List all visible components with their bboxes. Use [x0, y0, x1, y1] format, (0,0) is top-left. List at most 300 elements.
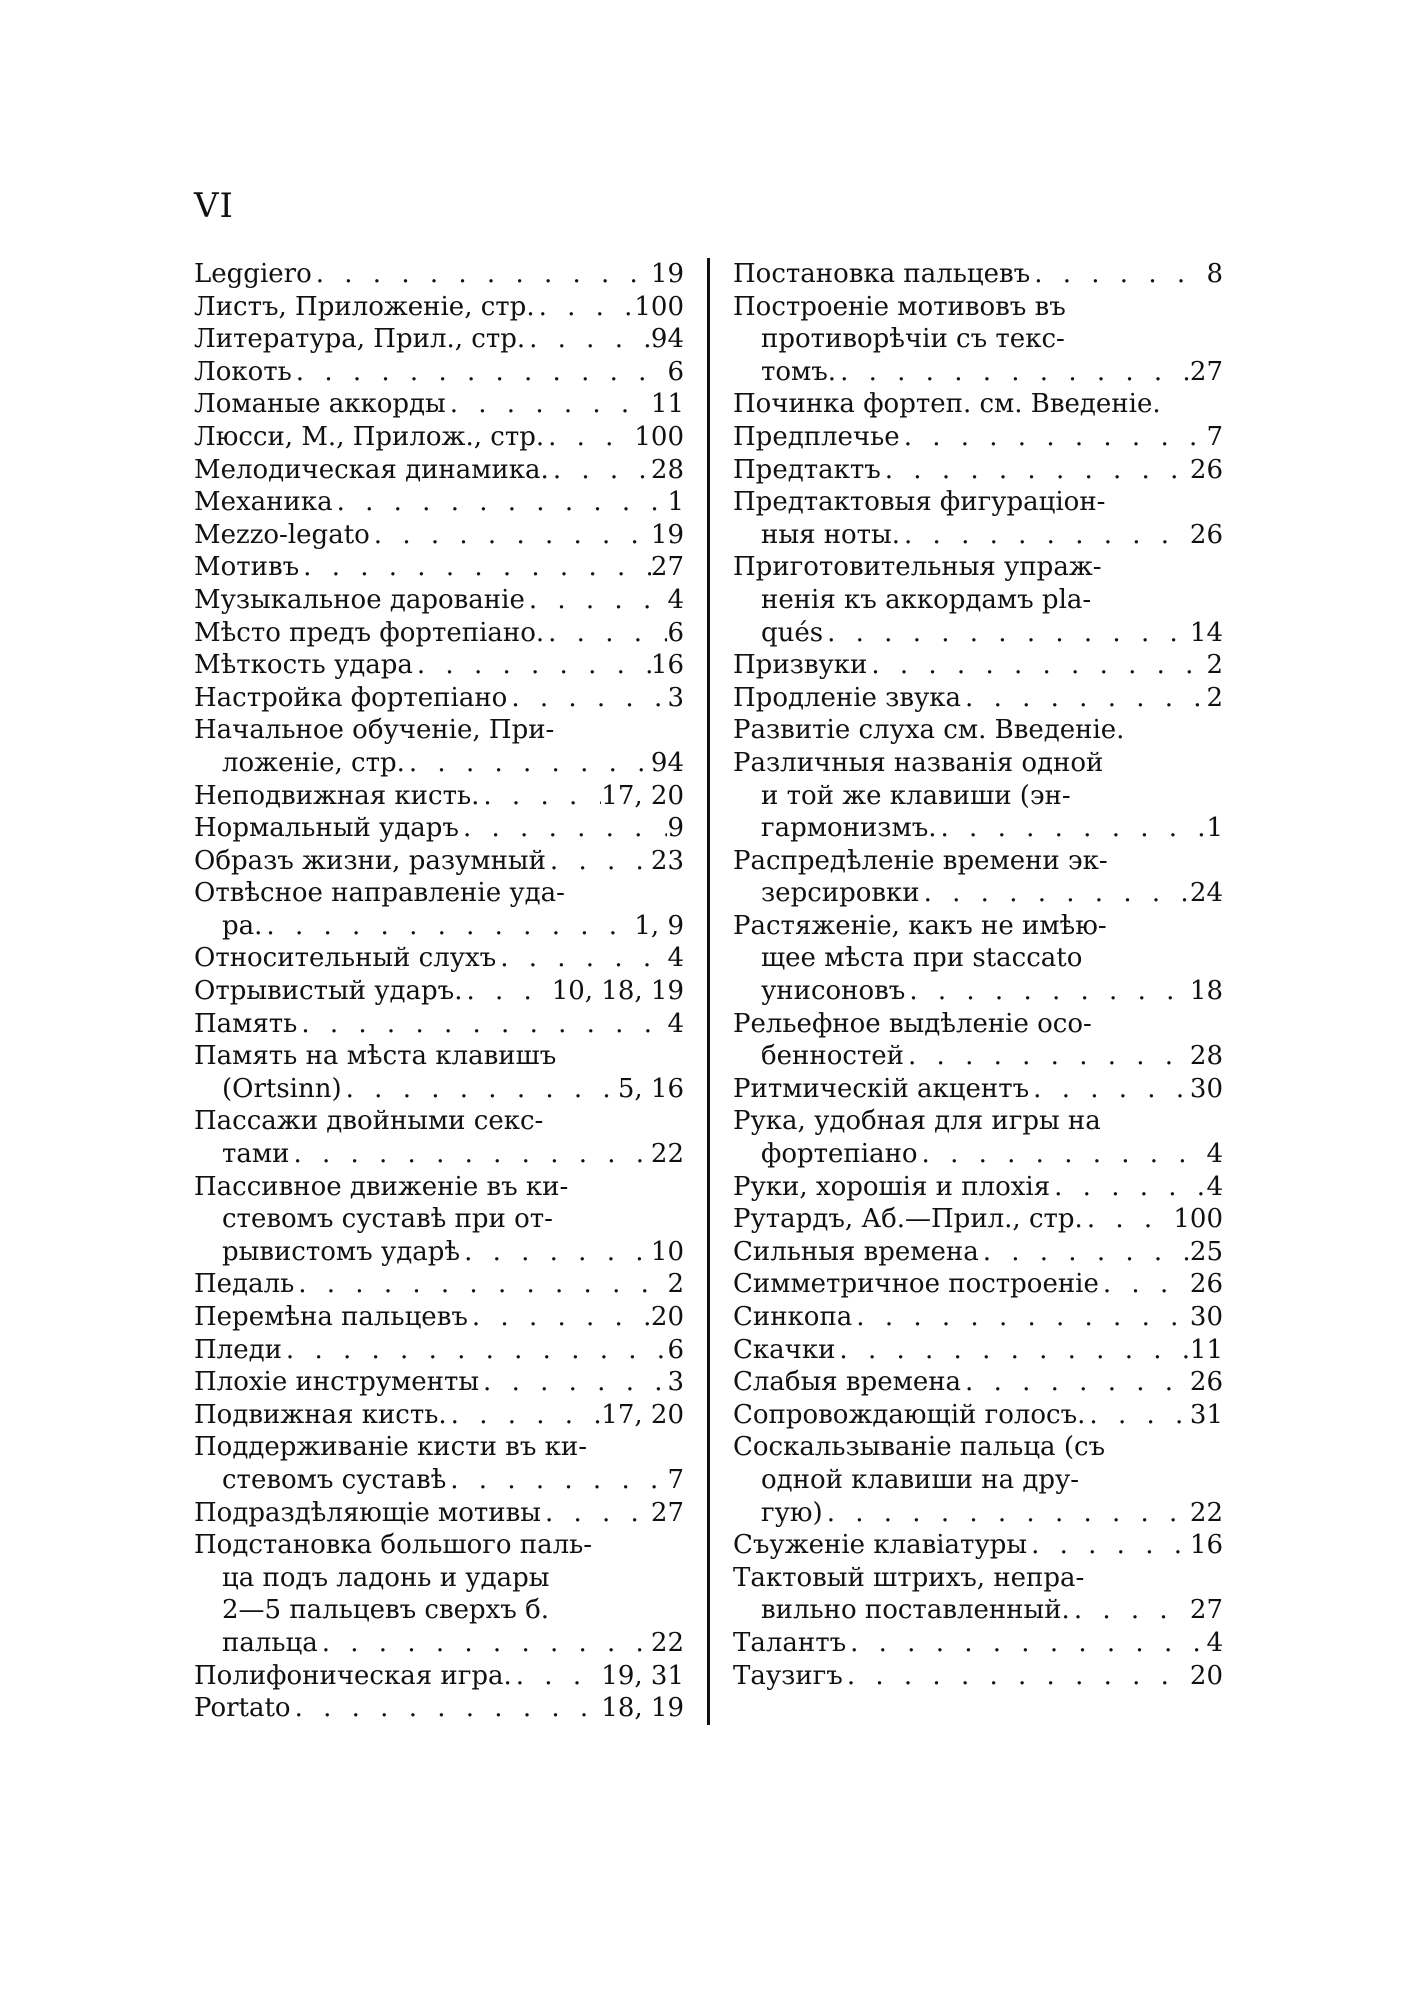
index-entry-line [194, 1660, 684, 1693]
index-entry-text: Механика [194, 487, 333, 518]
index-entry-line [194, 1627, 684, 1660]
dot-leader [900, 519, 1190, 552]
index-entry-line [194, 747, 684, 780]
index-entry-line [733, 388, 1223, 421]
index-entry-text: Люсси, М., Прилож., стр. [194, 421, 545, 452]
dot-leader [535, 291, 635, 324]
index-entry [194, 1431, 684, 1496]
index-entry [194, 356, 684, 389]
index-entry-text: Руки, хорошія и плохія [733, 1171, 1051, 1202]
dot-leader [479, 780, 601, 813]
index-entry-text: противорѣчіи съ текс- [761, 324, 1065, 355]
dot-leader [867, 649, 1206, 682]
index-entry-text: Съуженіе клавіатуры [733, 1530, 1028, 1561]
index-entry-text: qués [761, 617, 824, 648]
dot-leader [823, 617, 1190, 650]
index-entry-text: Предплечье [733, 421, 900, 452]
index-entry-pages: 11 [650, 389, 684, 420]
index-entry-pages: 18, 19 [601, 1693, 684, 1724]
index-entry-line [194, 1464, 684, 1497]
index-entry-line [194, 617, 684, 650]
index-entry-line [194, 1203, 684, 1236]
index-entry-line [733, 845, 1223, 878]
index-entry [194, 1301, 684, 1334]
index-entry [733, 551, 1223, 649]
index-entry-text: Педаль [194, 1269, 295, 1300]
index-entry-pages: 6 [667, 617, 684, 648]
index-entry [194, 1399, 684, 1432]
index-entry-text: 2—5 пальцевъ сверхъ б. [222, 1595, 550, 1626]
index-entry-text: Скачки [733, 1334, 836, 1365]
index-entry-line [733, 747, 1223, 780]
index-entry-line [733, 551, 1223, 584]
index-entry-pages: 6 [667, 1334, 684, 1365]
dot-leader [920, 877, 1190, 910]
index-entry [733, 714, 1223, 747]
index-entry-line [733, 1334, 1223, 1367]
index-entry-pages: 28 [650, 454, 684, 485]
index-entry-pages: 27 [650, 552, 684, 583]
index-entry [194, 845, 684, 878]
index-entry [194, 812, 684, 845]
index-entry-line [194, 942, 684, 975]
index-entry-pages: 30 [1189, 1073, 1223, 1104]
index-entry-line [194, 1105, 684, 1138]
index-entry-pages: 100 [634, 291, 684, 322]
index-entry-line [733, 1366, 1223, 1399]
index-entry [194, 1334, 684, 1367]
index-entry [194, 1040, 684, 1105]
index-entry-text: Подвижная кисть. [194, 1399, 447, 1430]
index-entry-pages: 19 [650, 519, 684, 550]
index-entry-line [194, 1301, 684, 1334]
index-entry-text: томъ. [761, 356, 837, 387]
dot-leader [342, 1073, 618, 1106]
index-entry-line [733, 780, 1223, 813]
index-entry-line [194, 388, 684, 421]
index-entry [733, 649, 1223, 682]
index-entry-line [733, 1464, 1223, 1497]
index-entry-text: Призвуки [733, 650, 868, 681]
index-entry-line [733, 877, 1223, 910]
index-entry-line [194, 780, 684, 813]
index-entry [733, 1236, 1223, 1269]
index-entry-text: рывистомъ ударѣ [222, 1236, 461, 1267]
dot-leader [846, 1627, 1206, 1660]
index-entry-text: вильно поставленный. [761, 1595, 1070, 1626]
index-entry [733, 845, 1223, 910]
index-entry-pages: 3 [667, 682, 684, 713]
index-entry [194, 1497, 684, 1530]
index-entry [733, 1627, 1223, 1660]
dot-leader [333, 486, 668, 519]
index-entry-line [194, 258, 684, 291]
index-entry-text: стевомъ суставѣ [222, 1464, 447, 1495]
index-entry-line [194, 519, 684, 552]
index-entry-text: стевомъ суставѣ при от- [222, 1204, 553, 1235]
dot-leader [405, 747, 651, 780]
index-entry [194, 1008, 684, 1041]
index-entry [733, 258, 1223, 291]
index-entry-text: Настройка фортепіано [194, 682, 508, 713]
index-entry-text: Починка фортеп. см. Введеніе. [733, 389, 1161, 420]
index-entry-pages: 1 [1206, 813, 1223, 844]
dot-leader [961, 682, 1206, 715]
index-entry-line [733, 356, 1223, 389]
dot-leader [546, 845, 651, 878]
dot-leader [937, 812, 1207, 845]
index-entry [733, 1268, 1223, 1301]
index-entry-line [194, 1431, 684, 1464]
dot-leader [291, 1692, 602, 1725]
index-entry-pages: 7 [667, 1464, 684, 1495]
index-entry [733, 682, 1223, 715]
dot-leader [549, 454, 651, 487]
index-entry-line [733, 1203, 1223, 1236]
index-entry-text: ложеніе, стр. [222, 747, 405, 778]
index-column-right [733, 258, 1223, 1692]
index-entry-pages: 2 [667, 1269, 684, 1300]
index-entry [194, 682, 684, 715]
index-entry-pages: 25 [1189, 1236, 1223, 1267]
index-entry-line [733, 323, 1223, 356]
dot-leader [479, 1366, 667, 1399]
index-entry-pages: 22 [1189, 1497, 1223, 1528]
index-entry-text: зерсировки [761, 878, 920, 909]
index-entry [733, 1334, 1223, 1367]
index-entry-text: Локоть [194, 356, 292, 387]
index-entry-line [194, 1040, 684, 1073]
index-entry-line [733, 1497, 1223, 1530]
index-entry-pages: 26 [1189, 454, 1223, 485]
index-entry [733, 1399, 1223, 1432]
index-entry-text: (Ortsinn) [222, 1073, 342, 1104]
dot-leader [835, 1334, 1189, 1367]
index-entry-text: Отрывистый ударъ. [194, 976, 463, 1007]
index-entry-line [194, 1594, 684, 1627]
index-entry-line [194, 1692, 684, 1725]
index-entry-pages: 18 [1189, 976, 1223, 1007]
dot-leader [299, 551, 651, 584]
index-entry-pages: 22 [650, 1139, 684, 1170]
dot-leader [905, 975, 1190, 1008]
index-entry-pages: 11 [1189, 1334, 1223, 1365]
dot-leader [918, 1138, 1207, 1171]
dot-leader [297, 1008, 667, 1041]
index-entry-line [194, 910, 684, 943]
dot-leader [446, 1464, 667, 1497]
dot-leader [1099, 1268, 1190, 1301]
index-entry-text: Перемѣна пальцевъ [194, 1302, 468, 1332]
index-entry-line [733, 942, 1223, 975]
index-entry-text: Ритмическій акцентъ [733, 1073, 1030, 1104]
dot-leader [881, 454, 1190, 487]
index-entry-line [733, 1138, 1223, 1171]
index-entry-pages: 31 [1189, 1399, 1223, 1430]
dot-leader [1029, 1073, 1190, 1106]
index-entry-line [194, 649, 684, 682]
index-entry-pages: 23 [650, 845, 684, 876]
index-entry-text: Мелодическая динамика. [194, 454, 549, 485]
index-entry-pages: 4 [667, 943, 684, 974]
index-entry-pages: 24 [1189, 878, 1223, 909]
index-entry [194, 649, 684, 682]
index-entry-text: Рутардъ, Аб.—Прил., стр. [733, 1204, 1083, 1235]
index-entry-line [733, 1171, 1223, 1204]
dot-leader [836, 356, 1190, 389]
index-entry [733, 910, 1223, 1008]
index-entry-line [194, 845, 684, 878]
index-entry-line [194, 877, 684, 910]
index-entry-line [194, 1497, 684, 1530]
index-entry-line [733, 421, 1223, 454]
index-entry-line [733, 519, 1223, 552]
index-entry [733, 1431, 1223, 1529]
index-entry-pages: 5, 16 [617, 1073, 684, 1104]
index-entry-pages: 94 [650, 747, 684, 778]
dot-leader [318, 1627, 651, 1660]
index-entry-line [733, 1301, 1223, 1334]
index-entry-line [194, 356, 684, 389]
index-entry-line [194, 486, 684, 519]
index-entry [194, 486, 684, 519]
index-entry-text: Подстановка большого паль- [194, 1530, 593, 1561]
index-entry-text: одной клавиши на дру- [761, 1464, 1080, 1495]
index-entry [733, 1660, 1223, 1693]
index-entry-text: Постановка пальцевъ [733, 259, 1031, 289]
dot-leader [496, 942, 667, 975]
index-entry-pages: 19, 31 [601, 1660, 684, 1691]
dot-leader [1030, 258, 1206, 291]
dot-leader [507, 682, 667, 715]
index-entry [733, 1008, 1223, 1073]
index-entry [194, 617, 684, 650]
index-entry-text: Неподвижная кисть. [194, 780, 480, 811]
index-entry-line [194, 1562, 684, 1595]
index-entry [733, 1203, 1223, 1236]
dot-leader [904, 1040, 1190, 1073]
dot-leader [370, 519, 651, 552]
index-entry [194, 780, 684, 813]
index-entry-pages: 27 [650, 1497, 684, 1528]
index-entry-line [194, 714, 684, 747]
index-entry-line [733, 486, 1223, 519]
index-entry-text: Рука, удобная для игры на [733, 1106, 1101, 1137]
index-entry-text: Пледи [194, 1334, 282, 1365]
index-entry-text: Мѣсто предъ фортепіано. [194, 617, 545, 648]
index-entry-text: фортепіано [761, 1139, 918, 1170]
index-entry-line [194, 1236, 684, 1269]
index-entry-line [194, 1268, 684, 1301]
dot-leader [1027, 1529, 1190, 1562]
dot-leader [961, 1366, 1190, 1399]
dot-leader [282, 1334, 668, 1367]
index-entry-text: Симметричное построеніе [733, 1269, 1099, 1300]
index-entry [194, 1171, 684, 1269]
index-entry [194, 388, 684, 421]
index-entry-line [733, 1562, 1223, 1595]
index-entry-text: щее мѣста при staccato [761, 943, 1083, 974]
index-entry-pages: 6 [667, 356, 684, 387]
dot-leader [544, 617, 667, 650]
index-entry-text: Сильныя времена [733, 1236, 979, 1267]
index-entry [194, 421, 684, 454]
index-entry [194, 258, 684, 291]
column-divider [707, 258, 710, 1725]
index-entry-pages: 26 [1189, 1269, 1223, 1300]
index-entry [194, 519, 684, 552]
index-entry-line [194, 291, 684, 324]
dot-leader [1070, 1594, 1190, 1627]
index-entry [733, 1073, 1223, 1106]
index-entry-line [194, 1399, 684, 1432]
index-entry-text: Мѣткость удара [194, 650, 413, 681]
dot-leader [900, 421, 1207, 454]
index-entry-text: Различныя названія одной [733, 747, 1104, 778]
index-entry-text: Сопровождающій голосъ. [733, 1399, 1086, 1430]
dot-leader [463, 975, 552, 1008]
index-entry [733, 1171, 1223, 1204]
dot-leader [1050, 1171, 1206, 1204]
dot-leader [512, 1660, 602, 1693]
index-entry-line [733, 291, 1223, 324]
index-entry [194, 1692, 684, 1725]
dot-leader [544, 421, 634, 454]
index-entry-text: Соскальзываніе пальца (съ [733, 1432, 1106, 1463]
index-entry-line [733, 617, 1223, 650]
index-entry-pages: 4 [1206, 1627, 1223, 1658]
index-entry-text: Приготовительныя упраж- [733, 552, 1102, 583]
index-entry-text: Литература, Прил., стр. [194, 324, 526, 355]
index-entry-line [194, 454, 684, 487]
index-entry-line [733, 1399, 1223, 1432]
index-entry-pages: 30 [1189, 1302, 1223, 1332]
index-entry-line [194, 584, 684, 617]
index-entry-line [194, 975, 684, 1008]
index-entry-pages: 14 [1189, 617, 1223, 648]
index-entry [733, 454, 1223, 487]
index-entry [733, 388, 1223, 421]
index-entry [733, 1105, 1223, 1170]
index-entry-pages: 3 [667, 1367, 684, 1398]
index-entry-text: Синкопа [733, 1302, 853, 1332]
index-entry-pages: 27 [1189, 356, 1223, 387]
index-entry-pages: 17, 20 [601, 1399, 684, 1430]
index-entry-text: Подраздѣляющіе мотивы [194, 1497, 541, 1528]
index-entry-text: Таузигъ [733, 1660, 843, 1691]
dot-leader [294, 1268, 667, 1301]
index-entry-text: Пассивное движеніе въ ки- [194, 1171, 569, 1202]
index-column-left [194, 258, 684, 1725]
index-entry-text: Нормальный ударъ [194, 813, 459, 844]
index-entry-line [733, 812, 1223, 845]
index-entry-line [733, 910, 1223, 943]
index-entry-line [733, 1040, 1223, 1073]
index-entry-line [194, 1073, 684, 1106]
index-entry-line [194, 551, 684, 584]
index-entry-pages: 22 [650, 1627, 684, 1658]
index-entry-text: Плохіе инструменты [194, 1367, 480, 1398]
index-entry-line [733, 1268, 1223, 1301]
index-entry [733, 291, 1223, 389]
index-entry [194, 551, 684, 584]
dot-leader [823, 1497, 1190, 1530]
index-entry-text: Ломаные аккорды [194, 389, 446, 420]
dot-leader [843, 1660, 1190, 1693]
dot-leader [447, 1399, 602, 1432]
index-entry [194, 291, 684, 324]
dot-leader [525, 584, 668, 617]
index-entry-line [733, 1627, 1223, 1660]
dot-leader [1085, 1399, 1189, 1432]
index-entry-line [194, 1138, 684, 1171]
index-entry [194, 1529, 684, 1659]
index-entry-line [733, 714, 1223, 747]
index-entry-text: Предтактовыя фигураціон- [733, 487, 1106, 518]
index-entry-text: Память [194, 1008, 298, 1039]
index-entry-line [733, 1431, 1223, 1464]
index-entry-text: Относительный слухъ [194, 943, 497, 974]
dot-leader [541, 1497, 651, 1530]
index-entry-pages: 28 [1189, 1041, 1223, 1072]
index-entry-line [194, 421, 684, 454]
index-entry-text: Слабыя времена [733, 1367, 962, 1398]
index-entry-text: ныя ноты. [761, 519, 901, 550]
index-entry-pages: 100 [634, 421, 684, 452]
dot-leader [446, 388, 651, 421]
index-entry-line [194, 812, 684, 845]
index-entry-text: Leggiero [194, 259, 312, 289]
index-entry-pages: 17, 20 [601, 780, 684, 811]
index-entry-text: Листъ, Приложеніе, стр. [194, 291, 535, 322]
index-entry-pages: 27 [1189, 1595, 1223, 1626]
index-entry-text: пальца [222, 1627, 318, 1658]
index-entry-pages: 10, 18, 19 [551, 976, 684, 1007]
dot-leader [979, 1236, 1190, 1269]
index-entry-pages: 4 [1206, 1171, 1223, 1202]
dot-leader [312, 258, 651, 291]
index-entry-pages: 16 [650, 650, 684, 681]
index-entry [733, 421, 1223, 454]
index-entry [194, 323, 684, 356]
index-entry-text: Распредѣленіе времени эк- [733, 845, 1108, 876]
index-entry-text: Поддерживаніе кисти въ ки- [194, 1432, 587, 1463]
index-entry-pages: 1, 9 [634, 910, 684, 941]
index-entry [733, 747, 1223, 845]
index-entry-text: Предтактъ [733, 454, 881, 485]
index-entry [733, 1562, 1223, 1627]
index-entry-pages: 4 [1206, 1139, 1223, 1170]
index-entry-text: Мотивъ [194, 552, 300, 583]
dot-leader [468, 1301, 651, 1334]
index-entry [733, 486, 1223, 551]
index-entry-pages: 100 [1173, 1204, 1223, 1235]
index-entry [194, 1366, 684, 1399]
index-entry-text: ца подъ ладонь и удары [222, 1562, 550, 1593]
index-entry-pages: 2 [1206, 682, 1223, 713]
index-entry [733, 1366, 1223, 1399]
index-entry-text: гармонизмъ. [761, 813, 937, 844]
index-entry-pages: 20 [1189, 1660, 1223, 1691]
index-entry-text: гую) [761, 1497, 823, 1528]
index-entry-pages: 7 [1206, 421, 1223, 452]
dot-leader [413, 649, 651, 682]
index-entry [194, 714, 684, 779]
index-entry [194, 1105, 684, 1170]
index-entry-text: Полифоническая игра. [194, 1660, 512, 1691]
index-entry-line [733, 649, 1223, 682]
index-entry [194, 942, 684, 975]
